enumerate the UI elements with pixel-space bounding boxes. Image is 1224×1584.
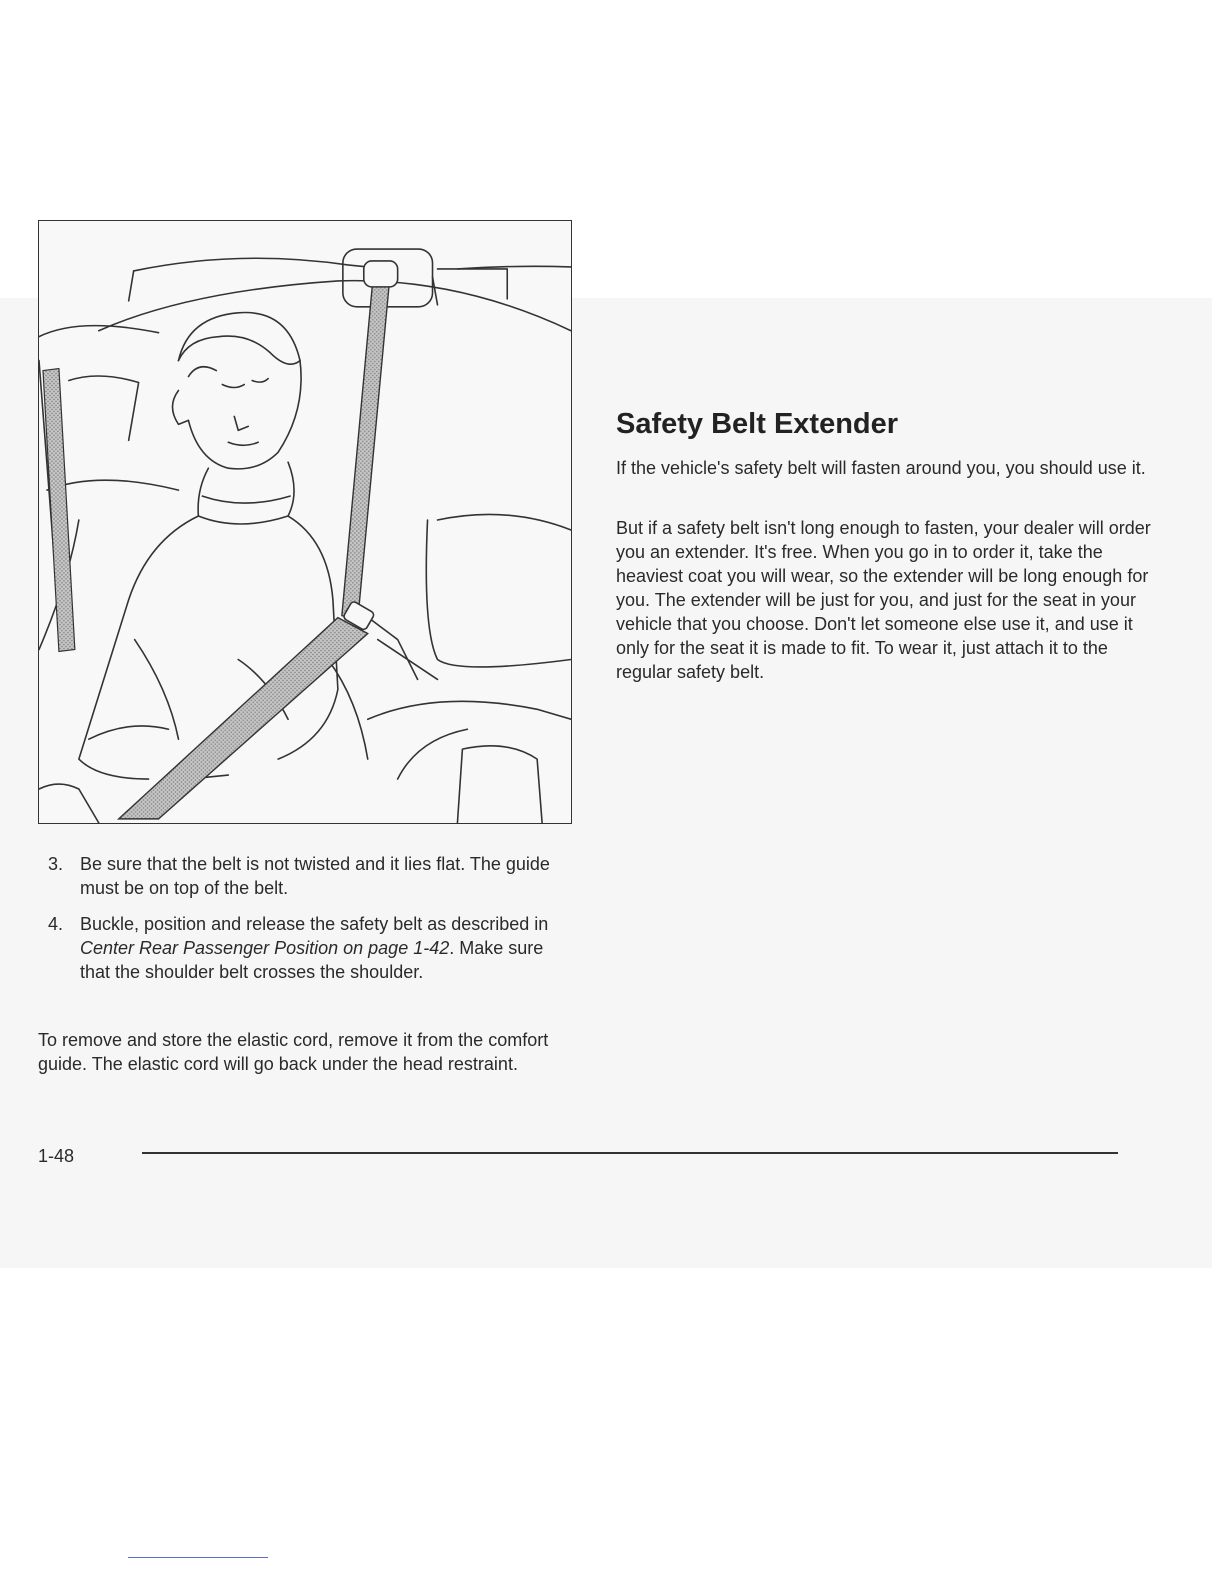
page-number: 1-48	[38, 1146, 75, 1166]
extender-paragraph-1: If the vehicle's safety belt will fasten around you, you should use it.	[616, 458, 1146, 478]
storage-paragraph: To remove and store the elastic cord, remove it from the comfort guide. The elastic cord will go back under the head restraint.	[38, 1030, 549, 1074]
step-item	[44, 912, 564, 984]
step-number: 4.	[48, 914, 64, 934]
step-item	[44, 852, 564, 900]
extender-paragraph-2: But if a safety belt isn't long enough to fasten, your dealer will order you an extender. It's free. When you go in to order it, take the heaviest coat you will wear, so the extender will be long enough for you. The extender will be just for you, and just for the seat in your vehicle that you choose. Don't let someone else use it, and use it only for the seat it is made to fit. To wear it, just attach it to the regular safety belt.	[616, 518, 1151, 682]
step-number: 3.	[48, 854, 64, 874]
footer-rule	[142, 1152, 1118, 1154]
cross-reference-link[interactable]: Center Rear Passenger Position on page 1-42	[80, 938, 450, 958]
child-in-rear-seat-safety-belt-icon	[39, 221, 571, 823]
child-seat-belt-illustration	[38, 220, 572, 824]
section-heading: Safety Belt Extender	[616, 408, 899, 440]
step-list	[44, 852, 564, 996]
step-text: Buckle, position and release the safety belt as described in Center Rear Passenger Position on page 1-42. Make sure that the shoulder belt crosses the shoulder.	[80, 914, 549, 982]
step-text: Be sure that the belt is not twisted and it lies flat. The guide must be on top of the belt.	[80, 854, 550, 898]
bottom-link-underline	[128, 1557, 268, 1558]
